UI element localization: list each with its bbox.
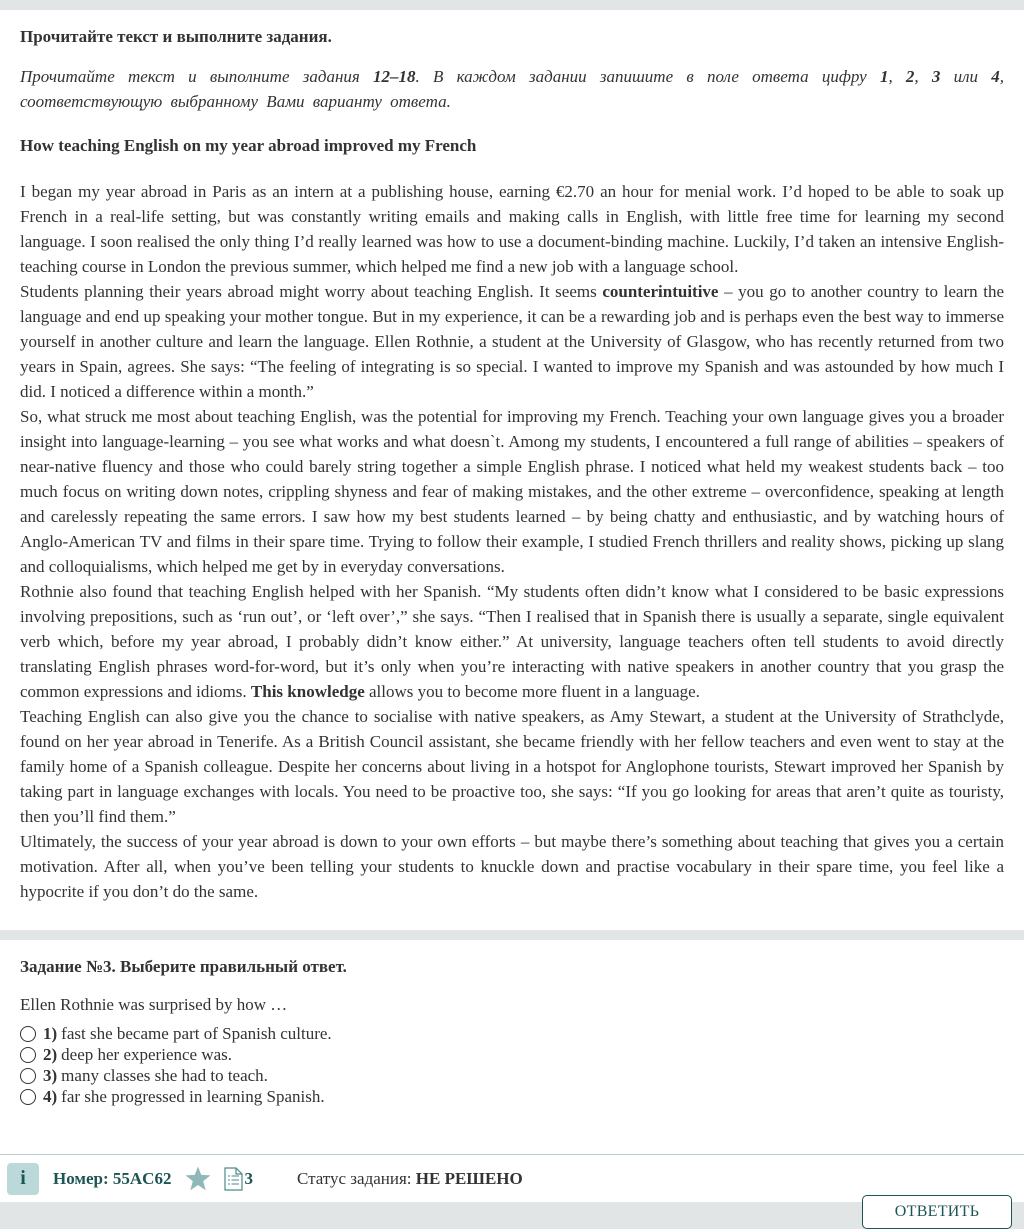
radio-button[interactable] <box>20 1026 36 1042</box>
article-paragraph <box>20 579 1004 704</box>
article-title: How teaching English on my year abroad improved my French <box>20 136 477 155</box>
digit: 1 <box>879 67 889 86</box>
article-paragraph: So, what struck me most about teaching English, was the potential for improving my French. Teaching your own language gives you a broader insight into language-learning – you see what works and what doesn`t. Among my students, I encountered a full range of abilities – speakers of near-native fluency and those who could barely string together a simple English phrase. I noticed what held my weakest students back – too much focus on writing down notes, crippling shyness and fear of making mistakes, and the other extreme – overconfidence, speaking at length and carelessly repeating the same errors. I saw how my best students learned – by being chatty and enthusiastic, and by watching hours of Anglo-American TV and films in their spare time. Trying to follow their example, I studied French thrillers and reality shows, picking up slang and colloquialisms, which helped me get by in everyday conversations. <box>20 407 1004 576</box>
solutions-link[interactable] <box>224 1167 253 1191</box>
task-number: Номер: 55AC62 <box>53 1168 172 1188</box>
answer-option-3[interactable] <box>20 1065 1010 1086</box>
option-text: far she progressed in learning Spanish. <box>61 1086 325 1106</box>
radio-button[interactable] <box>20 1089 36 1105</box>
instructions-text: или <box>940 67 992 86</box>
highlighted-word: counterintuitive <box>602 282 719 301</box>
section-divider <box>0 930 1024 940</box>
paragraph-text: Rothnie also found that teaching English helped with her Spanish. “My students often didn’t know what I considered to be basic expressions involving prepositions, such as ‘run out’, or ‘left over’,” she says. “Then I realised that in Spanish there is usually a separate, single equivalent verb which, before my year abroad, I probably didn’t know either.” At university, language teachers often tell students to avoid directly translating English phrases word-for-word, but it’s only when you’re interacting with native speakers in another country that you grasp the common expressions and idioms. <box>20 582 1004 701</box>
task-title: Задание №3. Выберите правильный ответ. <box>20 957 347 976</box>
task-question: Ellen Rothnie was surprised by how … <box>20 995 288 1014</box>
option-text: fast she became part of Spanish culture. <box>61 1023 332 1043</box>
info-icon: i <box>20 1167 26 1189</box>
section-title: Прочитайте текст и выполните задания. <box>20 27 332 46</box>
radio-button[interactable] <box>20 1047 36 1063</box>
task-section <box>20 955 1010 1107</box>
paragraph-text: allows you to become more fluent in a language. <box>364 682 700 701</box>
highlighted-phrase: This knowledge <box>250 682 365 701</box>
option-number: 2) <box>43 1044 58 1064</box>
option-number: 4) <box>43 1086 58 1106</box>
digit: 4 <box>991 67 1000 86</box>
answer-button[interactable]: ОТВЕТИТЬ <box>862 1195 1012 1229</box>
article-paragraph: Ultimately, the success of your year abroad is down to your own efforts – but maybe there’s something about teaching that gives you a certain motivation. After all, when you’ve been telling your students to knuckle down and practise vocabulary in their spare time, you feel like a hypocrite if you don’t do the same. <box>20 832 1004 901</box>
instructions-text: Прочитайте текст и выполните задания <box>20 67 374 86</box>
instructions-text: , соответствующую выбранному Вами варианту ответа. <box>20 67 1005 111</box>
solutions-count: 3 <box>244 1168 253 1188</box>
favorite-button[interactable] <box>185 1166 211 1192</box>
instructions-text: . В каждом задании запишите в поле ответа цифру <box>415 67 880 86</box>
radio-button[interactable] <box>20 1068 36 1084</box>
digit: 3 <box>931 67 941 86</box>
reading-section <box>0 10 1024 904</box>
option-text: many classes she had to teach. <box>61 1065 268 1085</box>
option-text: deep her experience was. <box>61 1044 233 1064</box>
separator: , <box>914 67 932 86</box>
instructions <box>20 64 1004 114</box>
separator: , <box>888 67 906 86</box>
article-paragraph: Teaching English can also give you the chance to socialise with native speakers, as Amy Stewart, a student at the University of Strathclyde, found on her year abroad in Tenerife. As a British Council assistant, she became friendly with her fellow teachers and even went to stay at the family home of a Spanish colleague. Despite her concerns about living in a hotspot for Anglophone tourists, Stewart improved her Spanish by taking part in language exchanges with locals. You need to be proactive too, she says: “If you go looking for areas that aren’t quite as touristy, then you’ll find them.” <box>20 707 1004 826</box>
answer-option-4[interactable] <box>20 1086 1010 1107</box>
option-number: 3) <box>43 1065 58 1085</box>
answer-option-1[interactable] <box>20 1023 1010 1044</box>
status-value: НЕ РЕШЕНО <box>415 1168 523 1188</box>
article-paragraph <box>20 279 1004 404</box>
option-number: 1) <box>43 1023 58 1043</box>
document-list-icon <box>224 1167 243 1191</box>
top-band <box>0 0 1024 10</box>
task-status <box>297 1169 523 1189</box>
status-label: Статус задания: <box>296 1168 416 1188</box>
task-range: 12–18 <box>373 67 416 86</box>
article-paragraph: I began my year abroad in Paris as an intern at a publishing house, earning €2.70 an hour for menial work. I’d hoped to be able to soak up French in a real-life setting, but was constantly writing emails and making calls in English, with little free time for learning my second language. I soon realised the only thing I’d really learned was how to use a document-binding machine. Luckily, I’d taken an intensive English-teaching course in London the previous summer, which helped me find a new job with a language school. <box>20 182 1004 276</box>
digit: 2 <box>905 67 915 86</box>
answer-option-2[interactable] <box>20 1044 1010 1065</box>
star-icon <box>185 1166 211 1191</box>
info-button[interactable] <box>7 1163 39 1195</box>
answer-options <box>20 1023 1010 1107</box>
article-body <box>20 179 1004 904</box>
paragraph-text: Students planning their years abroad might worry about teaching English. It seems <box>20 282 603 301</box>
paragraph-text: – you go to another country to learn the language and end up speaking your mother tongue. But in my experience, it can be a rewarding job and is perhaps even the best way to immerse yourself in another culture and learn the language. Ellen Rothnie, a student at the University of Glasgow, who has recently returned from two years in Spain, agrees. She says: “The feeling of integrating is so special. I wanted to improve my Spanish and was astounded by how much I did. I noticed a difference within a month.” <box>20 282 1004 401</box>
